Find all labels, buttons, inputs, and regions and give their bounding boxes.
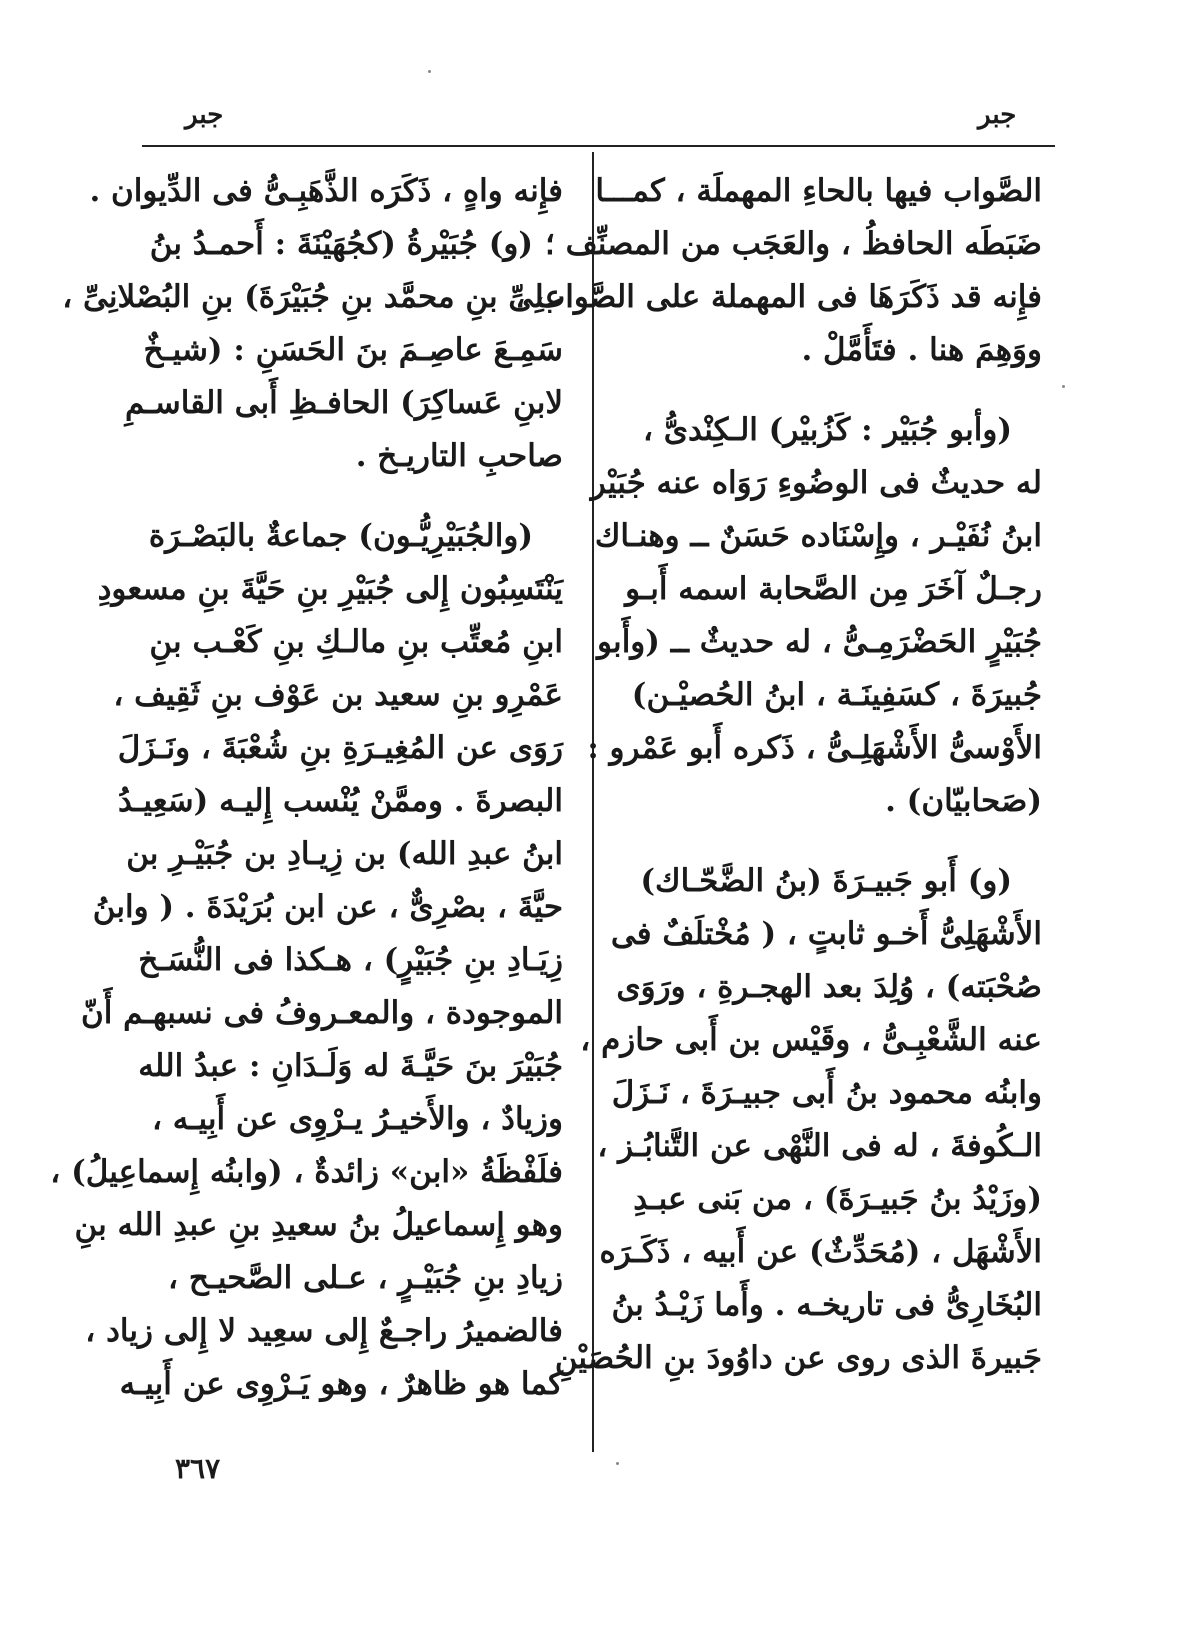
scan-speck xyxy=(616,1462,619,1465)
text-line: له حديثٌ فى الوضُوءِ رَوَاه عنه جُبَيْر xyxy=(590,465,1042,501)
text-line: لابنِ عَساكِرَ) الحافـظِ أَبى القاسـمِ xyxy=(125,385,563,421)
text-line: ابنُ نُفَيْـر ، وإِسْنَاده حَسَنٌ ــ وهنـاك xyxy=(594,518,1042,554)
running-header-left: جبر xyxy=(185,100,224,130)
column-divider xyxy=(592,152,594,1452)
text-line: (و) أَبو جَبيـرَةَ (بنُ الضَّحّـاك) xyxy=(640,863,1012,899)
text-line: جَبيرةَ الذى روى عن داوُودَ بنِ الحُصَيْنِ xyxy=(554,1340,1042,1376)
paragraph-gap xyxy=(138,483,563,510)
text-line: وزيادٌ ، والأَخيـرُ يـرْوِى عن أَبِيـه ، xyxy=(152,1101,563,1137)
text-line: الأَوْسىُّ الأَشْهَلِـىُّ ، ذَكره أَبو عَمْرو : xyxy=(587,730,1042,766)
text-line: جُبَيْرٍ الحَضْرَمِـىُّ ، له حديثٌ ــ (وأَبو xyxy=(597,624,1042,660)
text-line: ابنُ عبدِ الله) بن زِيـادِ بن جُبَيْـرِ بن xyxy=(126,836,563,872)
text-line: (وأبو جُبَيْر : كَزُبيْر) الـكِنْدىُّ ، xyxy=(642,412,1012,448)
text-line: عنه الشَّعْبِـىُّ ، وقَيْس بن أَبى حازم ، xyxy=(580,1022,1042,1058)
text-line: فلَفْظَةُ «ابن» زائدةٌ ، (وابنُه إِسماعِيلُ) ، xyxy=(50,1154,563,1190)
text-line: حيَّةَ ، بصْرِىٌّ ، عن ابن بُرَيْدَةَ . ( وابنُ xyxy=(92,889,563,925)
scan-speck xyxy=(428,70,431,73)
text-line: (وزَيْدُ بنُ جَبيـرَةَ) ، من بَنى عبـدِ xyxy=(633,1181,1042,1217)
paragraph-gap xyxy=(622,377,1042,404)
text-line: زِيَـادِ بنِ جُبَيْرٍ) ، هـكذا فى النُّسَـخ xyxy=(138,942,563,978)
text-line: ضَبَطَه الحافظُ ، والعَجَب من المصنِّف ؛ xyxy=(544,226,1042,262)
text-line: فإِنه واهٍ ، ذَكَرَه الذَّهَبِـىُّ فى الدِّيوان . xyxy=(89,173,563,209)
left-column xyxy=(50,165,563,1411)
text-line: فالضميرُ راجـعٌ إِلى سعِيد لا إِلى زياد ، xyxy=(85,1313,563,1349)
text-line: الـكُوفةَ ، له فى النَّهْى عن التَّنابُـز ، xyxy=(597,1128,1042,1164)
text-line: جُبيرَةَ ، كسَفِينَـة ، ابنُ الحُصيْـن) xyxy=(631,677,1042,713)
running-header-right: جبر xyxy=(978,100,1017,130)
scan-speck xyxy=(1062,385,1065,388)
text-line: صاحبِ التاريـخ . xyxy=(355,438,563,474)
text-line: (صَحابيّان) . xyxy=(885,783,1042,819)
text-line: صُحْبَته) ، وُلِدَ بعد الهجـرةِ ، ورَوَى xyxy=(616,969,1042,1005)
header-rule xyxy=(142,145,1055,147)
text-line: الموجودة ، والمعـروفُ فى نسبهـم أَنّ xyxy=(80,995,563,1031)
text-line: رجـلٌ آخَرَ مِن الصَّحابة اسمه أَبـو xyxy=(625,571,1042,607)
text-line: فإِنه قد ذَكَرَهَا فى المهملة على الصَّواب ، xyxy=(515,279,1042,315)
text-line: وهو إِسماعيلُ بنُ سعيدِ بنِ عبدِ الله بنِ xyxy=(74,1207,563,1243)
text-line: (والجُبَيْرِيُّـون) جماعةٌ بالبَصْـرَة xyxy=(148,518,533,554)
text-line: ابنِ مُعتِّب بنِ مالـكِ بنِ كَعْـب بنِ xyxy=(149,624,563,660)
text-line: علِىِّ بنِ محمَّد بنِ جُبَيْرَةَ) بنِ البُصْلانِىِّ ، xyxy=(62,279,563,315)
text-line: عَمْرِو بنِ سعيد بن عَوْف بنِ ثَقِيف ، xyxy=(113,677,563,713)
text-line: البصرةَ . وممَّنْ يُنْسب إِليـه (سَعِيـدُ xyxy=(118,783,563,819)
text-line: يَنْتَسِبُون إِلى جُبَيْرِ بنِ حَيَّةَ بنِ مسعودِ xyxy=(97,571,563,607)
text-line: الصَّواب فيها بالحاءِ المهملَة ، كمـــا xyxy=(595,173,1042,209)
text-line: (و) جُبَيْرةُ (كجُهَيْنَةَ : أَحمـدُ بنُ xyxy=(149,226,533,262)
text-line: زيادِ بنِ جُبَيْـرٍ ، عـلى الصَّحيـح ، xyxy=(168,1260,563,1296)
text-line: كما هو ظاهرٌ ، وهو يَـرْوِى عن أَبِيـه xyxy=(119,1366,563,1402)
text-line: جُبَيْرَ بنَ حَيَّـةَ له وَلَـدَانِ : عبدُ الله xyxy=(138,1048,563,1084)
paragraph-gap xyxy=(622,828,1042,855)
text-line: الأَشْهَل ، (مُحَدِّثٌ) عن أَبيه ، ذَكَـرَه xyxy=(599,1234,1042,1270)
text-line: سَمِـعَ عاصِـمَ بنَ الحَسَنِ : (شيـخٌ xyxy=(143,332,563,368)
page-number: ٣٦٧ xyxy=(175,1452,221,1485)
text-line: الأَشْهَلِىُّ أَخـو ثابتٍ ، ( مُخْتلَفٌ فى xyxy=(610,916,1042,952)
text-line: ووَهِمَ هنا . فتَأَمَّلْ . xyxy=(801,332,1042,368)
text-line: البُخَارِىُّ فى تاريخـه . وأَما زَيْـدُ بنُ xyxy=(611,1287,1042,1323)
text-line: وابنُه محمود بنُ أَبى جبيـرَةَ ، نَـزَلَ xyxy=(611,1075,1042,1111)
right-column xyxy=(515,165,1042,1385)
text-line: رَوَى عن المُغِيـرَةِ بنِ شُعْبَةَ ، ونَـزَلَ xyxy=(117,730,563,766)
